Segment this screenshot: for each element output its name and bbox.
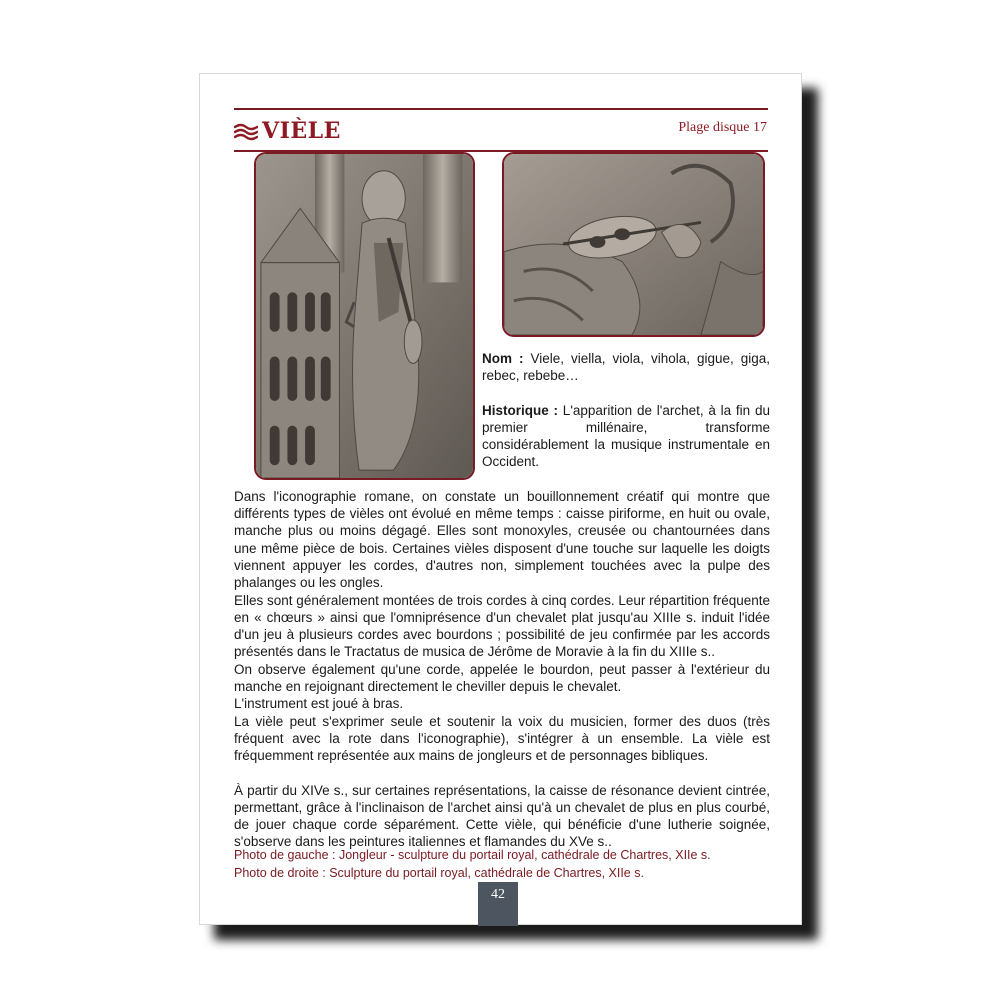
page-title: VIÈLE	[262, 118, 341, 144]
article-body	[234, 350, 770, 851]
header-title-group	[234, 116, 341, 146]
track-number: Plage disque 17	[678, 120, 767, 135]
paragraph-iconographie: Dans l'iconographie romane, on constate un bouillonnement créatif qui montre que différents types de vièles ont évolué en même temps : caisse piriforme, en huit ou ovale, manche plus ou moins dégagé. Elles sont monoxyles, creusée ou chantournées dans une même pièce de bois. Certaines vièles disposent d'une touche sur laquelle les doigts viennent appuyer les cordes, d'autres non, simplement touchées avec la pulpe des phalanges ou les ongles.	[234, 488, 770, 591]
page-number: 42	[478, 882, 518, 926]
paragraph-bourdon: On observe également qu'une corde, appelée le bourdon, peut passer à l'extérieur du manche en rejoignant directement le cheviller depuis le chevalet.	[234, 661, 770, 695]
waves-icon	[234, 121, 258, 141]
nom-label: Nom :	[482, 351, 524, 366]
paragraph-jeu: L'instrument est joué à bras.	[234, 696, 404, 712]
photo-captions	[234, 846, 774, 882]
right-photo-sculpture	[502, 152, 765, 337]
historique-label: Historique :	[482, 402, 559, 418]
paragraph-usage: La vièle peut s'exprimer seule et soutenir la voix du musicien, former des duos (très fréquent avec la rote dans l'iconographie), s'intégrer à un ensemble. La vièle est fréquemment représentée aux mains de jongleurs et de personnages bibliques.	[234, 713, 770, 764]
caption-right: Photo de droite : Sculpture du portail royal, cathédrale de Chartres, XIIe s.	[234, 866, 644, 880]
paragraph-cordes: Elles sont généralement montées de trois cordes à cinq cordes. Leur répartition fréquente en « chœurs » ainsi que l'omniprésence d'un chevalet plat jusqu'au XIIIe s. induit l'idée d'un jeu à plusieurs cordes avec bourdons ; possibilité de jeu confirmée par les accords présentés dans le Tractatus de musica de Jérôme de Moravie à la fin du XIIIe s..	[234, 592, 770, 660]
caption-left: Photo de gauche : Jongleur - sculpture du portail royal, cathédrale de Chartres, XIIe s.	[234, 848, 711, 862]
paragraph-xive: À partir du XIVe s., sur certaines représentations, la caisse de résonance devient cintrée, permettant, grâce à l'inclinaison de l'archet ainsi qu'à un chevalet de plus en plus courbé, de jouer chaque corde séparément. Cette vièle, qui bénéficie d'une lutherie soignée, s'observe dans les peintures italiennes et flamandes du XVe s..	[234, 782, 770, 850]
nom-text: Viele, viella, viola, vihola, gigue, giga, rebec, rebebe…	[482, 351, 771, 384]
document-page	[199, 73, 802, 925]
header-rule-top	[234, 108, 768, 110]
historique-text: L'apparition de l'archet, à la fin du premier millénaire, transforme considérablement la musique instrumentale en Occident.	[482, 402, 770, 470]
